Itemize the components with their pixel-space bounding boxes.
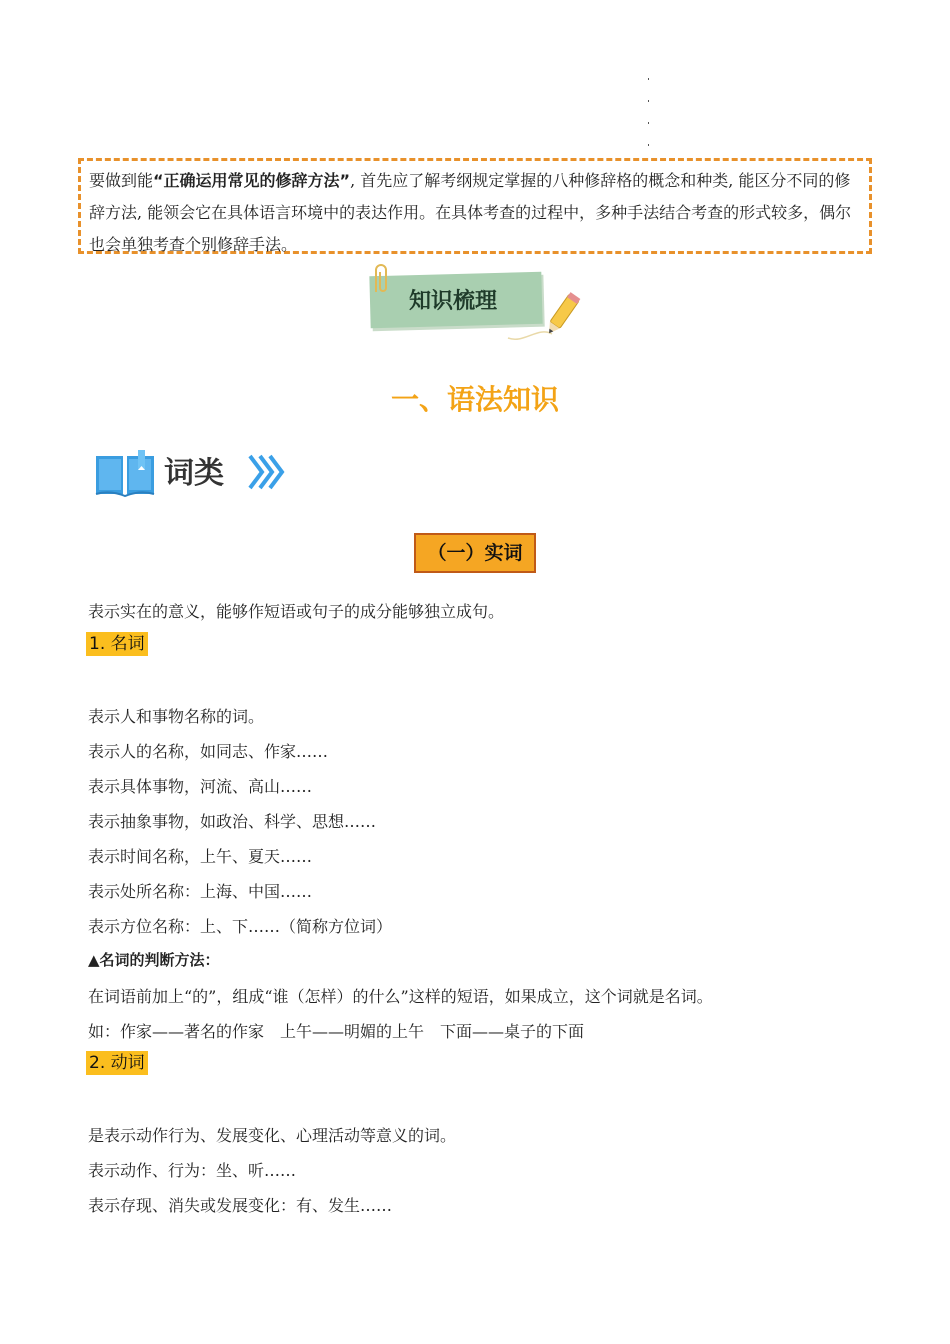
- noun-line: 表示方位名称：上、下……（简称方位词）: [88, 917, 393, 936]
- paperclip-icon: [370, 262, 392, 298]
- noun-method-line: 在词语前加上“的”，组成“谁（怎样）的什么”这样的短语，如果成立，这个词就是名词。: [88, 987, 713, 1006]
- noun-line: 表示具体事物，河流、高山……: [88, 777, 313, 796]
- category-label: 词类: [164, 456, 224, 491]
- chevron-right-icon: [246, 452, 286, 492]
- category-header: [94, 446, 314, 500]
- noun-line: 表示时间名称，上午、夏天……: [88, 847, 313, 866]
- noun-method-heading: ▲名词的判断方法：: [88, 951, 220, 969]
- noun-line: 表示处所名称：上海、中国……: [88, 882, 313, 901]
- verb-heading: 2. 动词: [86, 1051, 148, 1075]
- verb-line: 是表示动作行为、发展变化、心理活动等意义的词。: [88, 1126, 457, 1145]
- intro-box: [78, 158, 872, 254]
- noun-method-line: 如：作家——著名的作家 上午——明媚的上午 下面——桌子的下面: [88, 1022, 585, 1041]
- noun-line: 表示人和事物名称的词。: [88, 707, 265, 726]
- pencil-icon: [504, 288, 584, 344]
- knowledge-banner: [368, 262, 588, 342]
- intro-emphasis: “正确运用常见的修辞方法”: [153, 171, 351, 190]
- subsection-title: （一）实词: [414, 533, 536, 573]
- noun-line: 表示人的名称，如同志、作家……: [88, 742, 329, 761]
- shici-description: 表示实在的意义，能够作短语或句子的成分能够独立成句。: [88, 602, 505, 621]
- verb-line: 表示存现、消失或发展变化：有、发生……: [88, 1196, 393, 1215]
- verb-line: 表示动作、行为：坐、听……: [88, 1161, 297, 1180]
- book-icon: [94, 450, 156, 498]
- noun-line: 表示抽象事物，如政治、科学、思想……: [88, 812, 377, 831]
- vertical-dots: [646, 78, 650, 148]
- noun-heading: 1. 名词: [86, 632, 148, 656]
- intro-text-post: , 首先应了解考纲规定掌握的八种修辞格的概念和种类, 能区分不同的修辞方法, 能领会它在具体语言环境中的表达作用。在具体考查的过程中，多种手法结合考查的形式较多，偶尔也会单独考查个别修辞手法。: [89, 171, 852, 254]
- banner-title: 知识梳理: [408, 289, 497, 314]
- section-title: 一、语法知识: [390, 383, 559, 416]
- intro-text-pre: 要做到能: [89, 171, 154, 190]
